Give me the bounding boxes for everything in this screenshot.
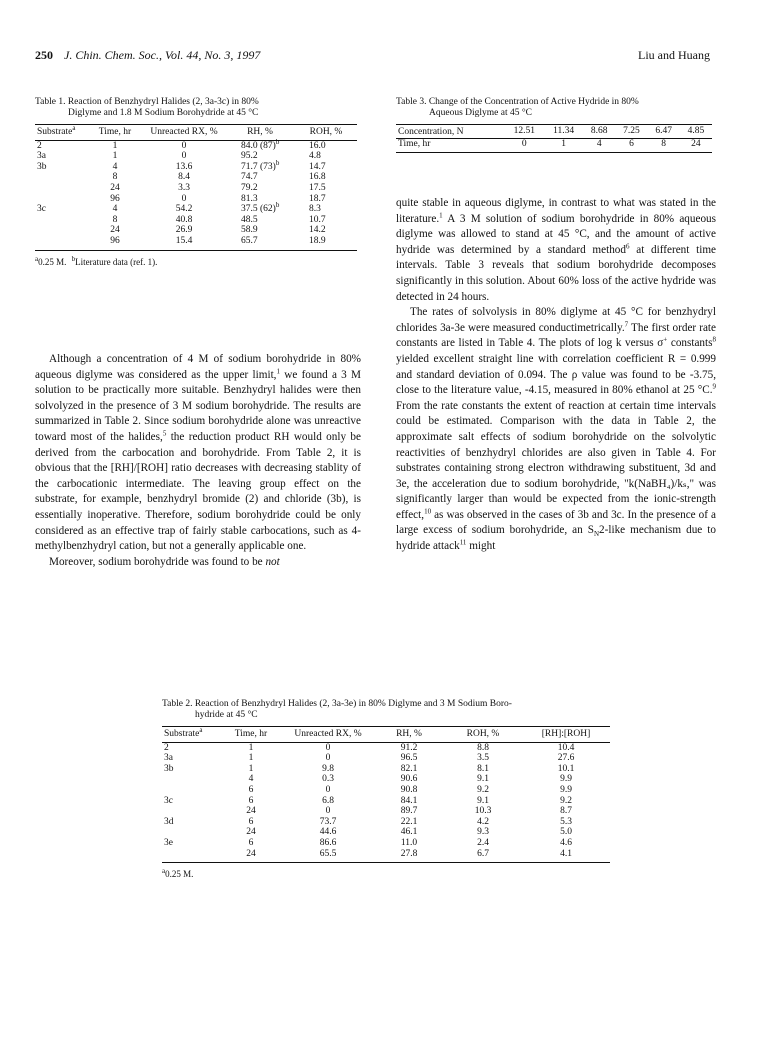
table1-header-label: Time, hr [98,127,132,137]
table2-cell [162,827,220,838]
table1-cell [35,151,87,162]
table1-cell [295,215,357,226]
table-row [162,785,610,796]
table1-cell-value: 71.7 (73) [241,161,276,172]
table1-cell [225,194,295,205]
table2-cell: 3a [164,753,173,764]
table1-cell-value: 18.7 [309,193,326,204]
running-header-left [35,48,260,63]
table1-cell [143,215,225,226]
table2-caption-line1: Table 2. Reaction of Benzhydryl Halides (2, 3a-3e) in 80% Diglyme and 3 M Sodium Boro- [162,699,512,709]
table-row [162,838,610,849]
table-row [35,151,357,162]
table-row [35,225,357,236]
table1-cell [143,162,225,173]
table2-cell: 0 [325,742,331,753]
table-row [162,827,610,838]
table1-footnote-b: Literature data (ref. 1). [75,256,158,267]
table2-cell: 11.0 [400,837,418,848]
table1-cell-value: 96 [110,193,120,204]
table2-cell: 0.3 [322,774,334,785]
table2-cell: 8.1 [477,763,489,774]
table2 [162,726,610,863]
table1-cell-value: 10.7 [309,214,326,225]
table1-cell-value: 24 [110,182,120,193]
table1-cell-value: 18.9 [309,235,326,246]
table2-cell: 9.3 [477,827,489,838]
table2-cell [162,774,220,785]
table2-cell: 6 [248,837,254,848]
table2-cell: 9.2 [477,784,489,795]
table1-cell-value: 26.9 [175,225,193,236]
right-paragraph-2: The rates of solvolysis in 80% diglyme at 45 °C for benzhydryl chlorides 3a-3e were measured conductimetrically.$^7$ The first order rate constants are listed in Table 4. The plots of log k versus σ+ constants$^8$ yielded excellent straight line with correlation coefficient R = 0.999 and standard deviation of 0.094. The ρ value was found to be -3.75, close to the literature value, -4.15, measured in 80% ethanol at 25 °C.$^9$ From the rate constants the extent of reaction at certain time intervals could be estimated. Comparison with the data in Table 2, the approximate salt effects of sodium borohydride on the solvolytic reactivities of benzhydryl chlorides are also given in Table 4. For substrates containing strong electron withdrawing substituent, 3d and 3e, the acceleration due to sodium borohydride, "k(NaBH₄)/kₛ," was significantly larger than would be expected from the ionic-strength effect,$^{10}$ as was observed in the cases of 3b and 3c. In the presence of a large excess of sodium borohydride, an $S_N2$-like mechanism due to hydride attack$^{11}$ might [396,306,716,553]
table1-cell [295,194,357,205]
table2-cell: 82.1 [400,763,418,774]
table1-cell [87,236,143,250]
table-row [162,774,610,785]
table1-cell [143,225,225,236]
table1-footnote: $^a$0.25 M. $^b$Literature data (ref. 1). [35,254,158,267]
table1-cell [143,194,225,205]
table-row [162,849,610,863]
table3-row-label: Time, hr [398,139,431,150]
table2-header-cell [522,727,610,743]
table2-cell [162,785,220,796]
table1-cell-value: 84.0 (87) [241,140,276,151]
left-text-column [35,352,361,570]
table-row [396,125,712,139]
table2-header-cell [220,727,282,743]
table1 [35,124,357,251]
table1-cell-value: 40.8 [175,214,193,225]
table2-cell: 4.1 [560,848,572,859]
table1-cell [35,204,87,215]
table3-cell: 24 [691,138,701,149]
right-text-column [396,196,716,555]
left-paragraph-1: Although a concentration of 4 M of sodium borohydride in 80% aqueous diglyme was considered as the upper limit,$^1$ we found a 3 M solution to be practically more suitable. Benzhydryl halides were then solvolyzed in the presence of 3 M sodium borohydride. The results are summarized in Table 2. Since sodium borohydride alone was unreactive toward most of the halides,$^5$ the reduction product RH would only be derived from the carbocation and borohydride. From Table 2, it is obvious that the [RH]/[ROH] ratio decreases with decreasing stablity of the carbocationic intermediate. The leaving group effect on the substrate, for example, benzhydryl bromide (2) and chloride (3b), is essentially inoperative. Therefore, sodium borohydride could be only considered as an effective trap of fairly stable carbocations, such as 4-methylbenzhydryl cation, but not a generally applicable one. [35,353,361,553]
table1-cell-value: 3c [37,204,46,215]
table3-cell: 8 [661,138,667,149]
table1-cell-value: 74.7 [241,172,258,183]
table2-cell: 44.6 [319,827,337,838]
table1-cell-value: 3a [37,151,46,162]
table1-header-cell [35,125,87,141]
table-row [35,140,357,151]
table3-cell: 1 [561,138,566,149]
table2-cell: 22.1 [400,816,418,827]
table1-cell [225,137,295,151]
table1-cell [35,215,87,226]
table1-cell [143,151,225,162]
table1-cell-value: 0 [181,193,187,204]
table2-cell: 73.7 [319,816,337,827]
table2-cell: 2 [164,742,169,753]
table2-header-label: Substrate [164,729,200,739]
table2-cell: 9.2 [560,795,572,806]
table1-cell [225,236,295,250]
page-number: 250 [35,48,53,62]
table-row [35,215,357,226]
table1-cell-value: 0 [181,140,187,151]
table1-cell [87,204,143,215]
table1-cell [225,151,295,162]
table1-cell-value: 95.2 [241,151,258,162]
table1-header-label: Unreacted RX, % [150,127,218,137]
table2-cell: 1 [248,763,254,774]
table1-cell [143,140,225,151]
table2-cell: 6 [248,795,254,806]
table2-cell: 27.8 [400,848,418,859]
table1-cell [87,140,143,151]
table1-cell-footnote: b [275,201,280,209]
table-row [396,138,712,153]
table1-cell [35,183,87,194]
table2-cell: 96.5 [400,753,418,764]
table3-caption [396,97,726,119]
table2-cell: 5.3 [560,816,572,827]
table1-cell [87,151,143,162]
table1-cell-value: 4.8 [309,151,321,162]
left-paragraph-2: Moreover, sodium borohydride was found to be not [49,555,280,568]
table3-cell: 6 [629,138,634,149]
table2-block [162,699,612,879]
table1-cell [35,194,87,205]
table1-cell [35,225,87,236]
table1-cell [295,172,357,183]
table2-cell [162,849,220,863]
table1-cell-value: 58.9 [241,225,258,236]
table3-cell: 4.85 [687,126,705,136]
table1-cell [295,140,357,151]
table2-cell: 10.4 [557,742,575,753]
table-row [162,742,610,753]
table2-header-cell [282,727,374,743]
table2-cell: 24 [246,806,256,817]
table1-header-label: Substrate [37,127,73,137]
table2-cell: 89.7 [400,806,418,817]
table2-caption [162,699,612,721]
table2-cell: 27.6 [557,753,575,764]
table2-cell: 91.2 [400,742,418,753]
table-row [162,806,610,817]
table1-block [35,97,365,267]
table1-cell-value: 4 [112,161,118,172]
table2-header-sup: a [199,725,203,734]
table2-cell: 90.8 [400,784,418,795]
table1-cell [225,225,295,236]
table2-header-label: Time, hr [234,729,268,739]
table-row [162,764,610,775]
table2-cell: 1 [248,753,254,764]
table2-header-label: ROH, % [466,729,500,739]
table1-cell-value: 96 [110,235,120,246]
table1-caption [35,97,365,119]
table2-cell: 3d [164,816,174,827]
table2-cell: 6 [248,784,254,795]
table3-block [396,97,726,153]
table1-cell [87,183,143,194]
table3-cell: 6.47 [655,126,672,136]
table1-cell [143,236,225,250]
table1-cell-value: 2 [37,140,42,151]
table1-cell-value: 0 [181,151,187,162]
table1-cell-value: 17.5 [309,182,326,193]
table2-cell: 6 [248,816,254,827]
table-row [35,172,357,183]
table1-cell [295,162,357,173]
table2-cell: 6.7 [477,848,489,859]
table3-cell: 8.68 [590,126,608,136]
table3 [396,124,712,153]
table1-cell-value: 4 [112,204,118,215]
table3-row-label: Concentration, N [398,127,464,137]
table2-cell: 10.1 [557,763,575,774]
table1-cell-value: 15.4 [175,235,193,246]
table2-cell: 24 [246,827,256,838]
table1-cell [87,225,143,236]
table1-cell [87,194,143,205]
table1-cell [225,215,295,226]
table1-cell [295,225,357,236]
table1-cell [35,162,87,173]
table-row [35,236,357,250]
right-paragraph-1: quite stable in aqueous diglyme, in contrast to what was stated in the literature.$^1$ A 3 M solution of sodium borohydride in 80% aqueous diglyme was allowed to stand at 45 °C, and the amount of active hydride was determined by a standard method$^6$ at different time intervals. Table 3 reveals that sodium borohydride decomposes significantly in this solution. About 60% loss of the active hydride was detected in 24 hours. [396,197,716,303]
table1-cell [143,204,225,215]
table1-cell-footnote: b [275,158,280,167]
table1-cell-value: 16.8 [309,172,326,183]
table2-cell: 8.7 [560,806,572,817]
table-row [35,162,357,173]
table1-cell [35,172,87,183]
table1-cell-value: 13.6 [175,161,193,172]
table1-cell [295,204,357,215]
table3-caption-line1: Table 3. Change of the Concentration of Active Hydride in 80% [396,97,639,107]
table1-cell-value: 24 [110,225,120,236]
table2-cell: 3b [164,763,174,774]
table1-cell [225,172,295,183]
table1-header-cell [143,125,225,141]
table1-cell [295,183,357,194]
table3-cell: 12.51 [513,126,535,136]
table-row [35,194,357,205]
table1-cell [225,158,295,173]
table2-cell: 9.1 [477,774,489,785]
table1-header-sup: a [72,123,76,132]
table2-caption-line2: hydride at 45 °C [195,710,258,720]
table2-cell: 5.0 [560,827,572,838]
table1-cell-footnote: b [275,137,280,146]
table2-cell: 9.9 [560,774,572,785]
table1-cell [87,172,143,183]
table1-cell [295,236,357,250]
table1-caption-line1: Table 1. Reaction of Benzhydryl Halides (2, 3a-3c) in 80% [35,97,259,107]
table2-header-label: RH, % [396,729,422,739]
table2-cell: 0 [325,753,331,764]
table1-cell-value: 1 [112,140,118,151]
table3-caption-line2: Aqueous Diglyme at 45 °C [429,108,533,118]
table1-cell-value: 3.3 [178,182,190,193]
table2-cell: 3c [164,795,173,806]
table1-cell [225,183,295,194]
table-row [162,817,610,828]
table2-cell: 3.5 [477,753,489,764]
table2-cell: 86.6 [319,837,337,848]
table-row [162,796,610,807]
table2-cell: 9.9 [560,784,572,795]
table1-cell [295,151,357,162]
table2-cell: 9.1 [477,795,489,806]
table1-cell [35,140,87,151]
table-row [35,183,357,194]
table-row [35,204,357,215]
table2-cell [162,806,220,817]
table2-cell: 6.8 [322,795,334,806]
table1-header-cell [87,125,143,141]
table1-cell-value: 37.5 (62) [241,204,276,215]
table2-cell: 3e [164,837,173,848]
table1-cell-value: 8.3 [309,204,321,215]
table3-cell: 11.34 [553,126,575,136]
table1-cell-value: 48.5 [241,214,258,225]
table1-cell [143,172,225,183]
table1-cell-value: 1 [112,151,118,162]
table1-header-cell [225,125,295,141]
table1-cell-value: 14.7 [309,161,326,172]
table1-header-cell [295,125,357,141]
table2-header-cell [162,727,220,743]
table2-footnote: $^a$0.25 M. [162,867,194,880]
table2-header-label: Unreacted RX, % [294,729,362,739]
table1-caption-line2: Diglyme and 1.8 M Sodium Borohydride at 45 °C [68,108,259,118]
table2-cell: 24 [246,848,256,859]
table1-header-label: RH, % [247,127,273,137]
table1-cell-value: 8 [112,214,118,225]
table2-header-cell [374,727,444,743]
table2-cell: 4.6 [560,837,572,848]
table2-header-label: [RH]:[ROH] [541,729,591,739]
table3-cell: 7.25 [623,126,640,136]
table2-cell: 65.5 [319,848,337,859]
table-row [162,753,610,764]
table2-cell: 9.8 [322,763,334,774]
table1-cell-value: 79.2 [241,182,258,193]
table2-cell: 2.4 [477,837,489,848]
table3-cell: 0 [521,138,527,149]
table1-cell-value: 65.7 [241,235,258,246]
table2-cell: 8.8 [477,742,489,753]
table1-cell-value: 8 [112,172,118,183]
table1-cell-value: 54.2 [175,204,193,215]
table2-cell: 1 [248,742,254,753]
table2-cell: 90.6 [400,774,418,785]
table1-cell-value: 8.4 [178,172,190,183]
table1-cell-value: 14.2 [309,225,326,236]
table1-cell [87,215,143,226]
table1-cell-value: 3b [37,161,47,172]
table1-cell-value: 16.0 [309,140,326,151]
journal-citation: J. Chin. Chem. Soc., Vol. 44, No. 3, 1997 [64,48,261,62]
table1-footnote-a: 0.25 M. [38,256,67,267]
table2-cell: 4.2 [477,816,489,827]
table2-cell: 4 [248,774,254,785]
table1-cell [143,183,225,194]
table1-cell [87,162,143,173]
table2-cell: 0 [325,806,331,817]
running-header-authors: Liu and Huang [638,48,710,62]
table1-header-label: ROH, % [309,127,343,137]
table1-cell-value: 81.3 [241,193,258,204]
table2-cell: 0 [325,784,331,795]
table2-header-cell [444,727,522,743]
table1-cell [35,236,87,250]
table2-footnote-a: 0.25 M. [165,869,194,880]
table3-cell: 4 [596,138,602,149]
table2-cell: 46.1 [400,827,418,838]
table2-cell: 10.3 [474,806,492,817]
table1-cell [225,201,295,215]
table2-cell: 84.1 [400,795,418,806]
